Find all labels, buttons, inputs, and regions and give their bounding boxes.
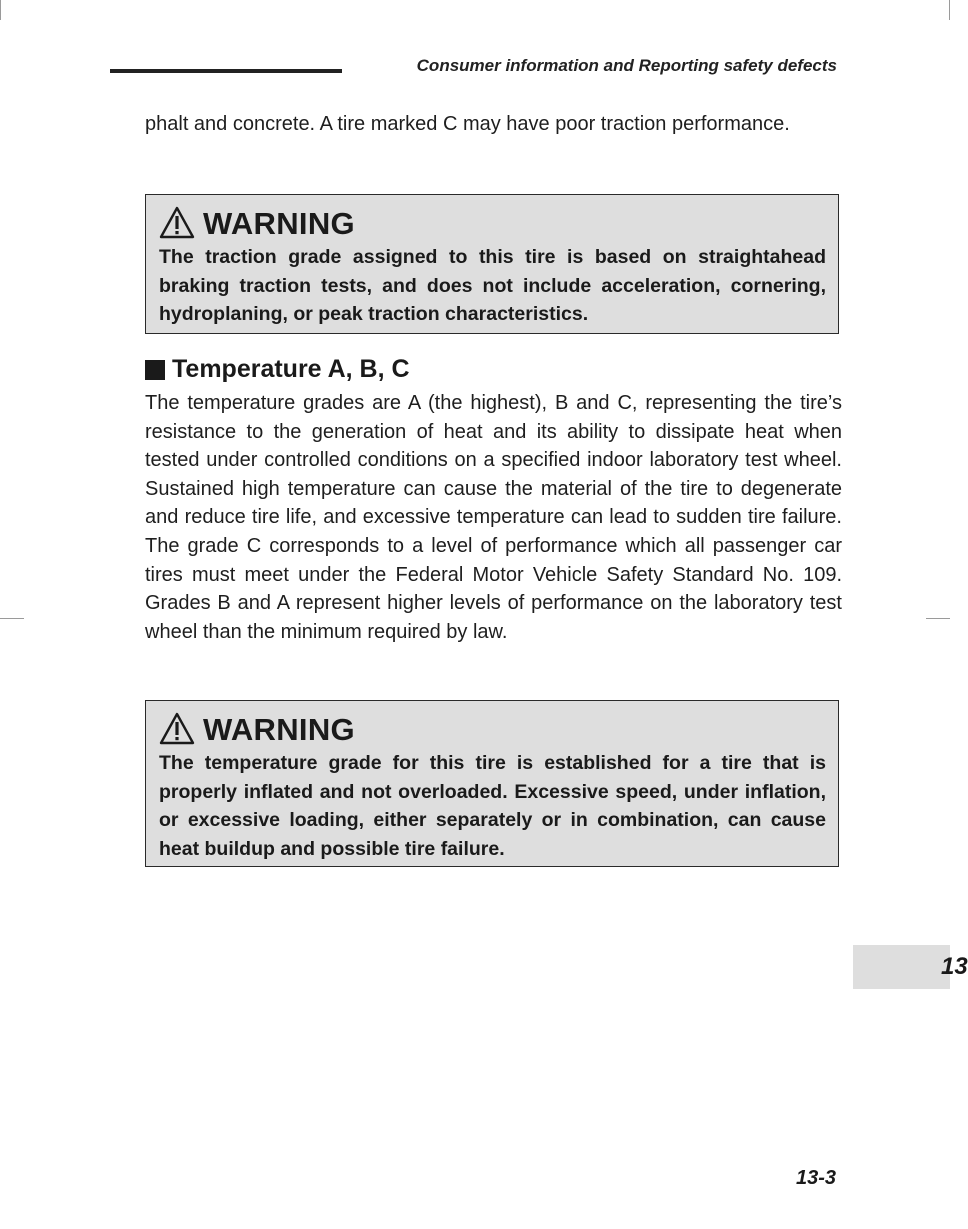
warning-title: WARNING bbox=[203, 206, 355, 241]
warning-box-traction bbox=[145, 194, 839, 334]
crop-mark-top-left bbox=[0, 0, 1, 20]
warning-triangle-icon bbox=[159, 206, 195, 239]
header-rule bbox=[110, 69, 342, 73]
section-heading bbox=[145, 355, 410, 384]
temperature-paragraph: The temperature grades are A (the highest), B and C, representing the tire’s resistance to the generation of heat and its ability to dissipate heat when tested under controlled conditions on a specified indoor laboratory test wheel. Sustained high temperature can cause the material of the tire to degenerate and reduce tire life, and excessive temperature can lead to sudden tire failure. The grade C corresponds to a level of performance which all passenger car tires must meet under the Federal Motor Vehicle Safety Standard No. 109. Grades B and A represent higher levels of performance on the laboratory test wheel than the minimum required by law. bbox=[145, 392, 842, 643]
chapter-tab-label: 13 bbox=[941, 953, 968, 980]
warning-header bbox=[159, 711, 826, 749]
crop-mark-top-right bbox=[949, 0, 950, 20]
page-number: 13-3 bbox=[795, 1167, 836, 1189]
section-title: Temperature A, B, C bbox=[172, 355, 410, 383]
crop-mark-right-middle bbox=[926, 618, 950, 619]
warning-header bbox=[159, 205, 826, 243]
warning-triangle-icon bbox=[159, 712, 195, 745]
running-header-title: Consumer information and Reporting safety defects bbox=[416, 56, 837, 75]
square-bullet-icon bbox=[145, 360, 165, 380]
warning-box-temperature bbox=[145, 700, 839, 867]
warning-body: The temperature grade for this tire is established for a tire that is properly inflated and not overloaded. Excessive speed, under inflation, or excessive loading, either separately or in combination, can cause heat buildup and possible tire failure. bbox=[159, 752, 826, 860]
intro-paragraph: phalt and concrete. A tire marked C may have poor traction performance. bbox=[145, 113, 790, 135]
crop-mark-left-middle bbox=[0, 618, 24, 619]
warning-body: The traction grade assigned to this tire is based on straightahead braking traction tests, and does not include acceleration, cornering, hydroplaning, or peak traction characteristics. bbox=[159, 246, 826, 326]
warning-title: WARNING bbox=[203, 712, 355, 747]
chapter-tab bbox=[853, 945, 968, 989]
